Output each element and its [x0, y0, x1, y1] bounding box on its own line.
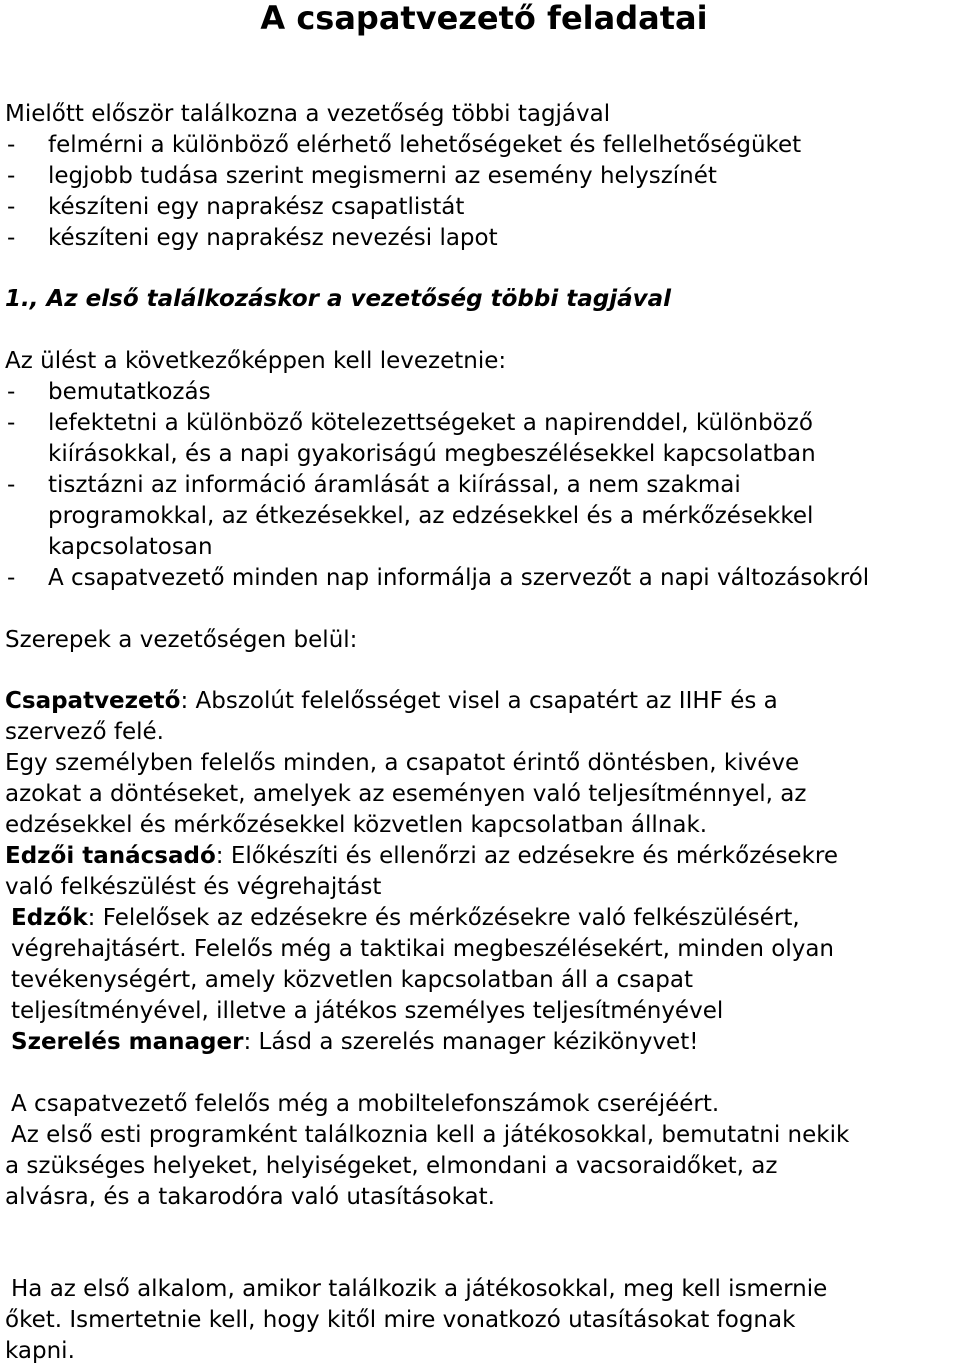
roles-heading: Szerepek a vezetőségen belül:: [5, 627, 358, 653]
list-item: [5, 408, 960, 470]
list-item-text: tisztázni az információ áramlását a kiírással, a nem szakmai: [48, 472, 741, 498]
list-item: [5, 192, 960, 223]
list-dash: -: [7, 565, 16, 591]
meeting-section: [5, 346, 960, 594]
list-item-text: lefektetni a különböző kötelezettségeket a napirenddel, különböző: [48, 410, 813, 436]
intro-section: [5, 99, 960, 254]
closing-paragraph: [5, 1274, 960, 1367]
role-text: való felkészülést és végrehajtást: [5, 874, 382, 900]
list-item: [5, 470, 960, 563]
coaches-section: [11, 903, 960, 1058]
list-item-text: kiírásokkal, és a napi gyakoriságú megbeszélésekkel kapcsolatban: [48, 441, 816, 467]
role-label: Edzők: [11, 905, 88, 931]
paragraph-line: Ha az első alkalom, amikor találkozik a játékosokkal, meg kell ismernie: [11, 1276, 828, 1302]
list-item-text: bemutatkozás: [48, 379, 211, 405]
role-team-leader: [5, 686, 960, 717]
role-equipment: [11, 1027, 960, 1058]
list-item: [5, 377, 960, 408]
mobile-line: A csapatvezető felelős még a mobiltelefonszámok cseréjéért.: [11, 1091, 720, 1117]
list-dash: -: [7, 410, 16, 436]
list-item-text: felmérni a különböző elérhető lehetőségeket és fellelhetőségüket: [48, 132, 802, 158]
roles-section: [5, 686, 960, 903]
paragraph-line: kapni.: [5, 1338, 75, 1364]
list-item-text: kapcsolatosan: [48, 534, 213, 560]
role-text: tevékenységért, amely közvetlen kapcsolatban áll a csapat: [11, 967, 693, 993]
page-title: A csapatvezető feladatai: [260, 0, 708, 37]
role-coaches: [11, 903, 960, 934]
meeting-lead: Az ülést a következőképpen kell levezetnie:: [5, 348, 507, 374]
paragraph-line: őket. Ismertetnie kell, hogy kitől mire vonatkozó utasításokat fognak: [5, 1307, 796, 1333]
list-item: [5, 130, 960, 161]
list-item-text: készíteni egy naprakész nevezési lapot: [48, 225, 498, 251]
role-text: : Abszolút felelősséget visel a csapatért az IIHF és a: [180, 688, 778, 714]
list-item-text: készíteni egy naprakész csapatlistát: [48, 194, 465, 220]
list-item: [5, 161, 960, 192]
list-item-text: A csapatvezető minden nap informálja a szervezőt a napi változásokról: [48, 565, 870, 591]
list-dash: -: [7, 472, 16, 498]
role-text: : Előkészíti és ellenőrzi az edzésekre és mérkőzésekre: [215, 843, 838, 869]
role-text: Egy személyben felelős minden, a csapatot érintő döntésben, kivéve: [5, 750, 800, 776]
role-advisor: [5, 841, 960, 872]
paragraph-line: alvásra, és a takarodóra való utasításokat.: [5, 1184, 495, 1210]
role-text: : Lásd a szerelés manager kézikönyvet!: [243, 1029, 699, 1055]
role-label: Szerelés manager: [11, 1029, 244, 1055]
intro-lead: Mielőtt először találkozna a vezetőség többi tagjával: [5, 101, 611, 127]
paragraph-line: a szükséges helyeket, helyiségeket, elmondani a vacsoraidőket, az: [5, 1153, 778, 1179]
role-label: Edzői tanácsadó: [5, 843, 216, 869]
list-dash: -: [7, 194, 16, 220]
evening-paragraph: [5, 1120, 960, 1213]
role-label: Csapatvezető: [5, 688, 181, 714]
list-dash: -: [7, 379, 16, 405]
list-dash: -: [7, 132, 16, 158]
list-item-text: legjobb tudása szerint megismerni az esemény helyszínét: [48, 163, 717, 189]
section-heading: 1., Az első találkozáskor a vezetőség többi tagjával: [5, 286, 672, 312]
role-text: szervező felé.: [5, 719, 164, 745]
role-text: edzésekkel és mérkőzésekkel közvetlen kapcsolatban állnak.: [5, 812, 708, 838]
list-item-text: programokkal, az étkezésekkel, az edzésekkel és a mérkőzésekkel: [48, 503, 814, 529]
list-item: [5, 223, 960, 254]
role-text: azokat a döntéseket, amelyek az eseményen való teljesítménnyel, az: [5, 781, 807, 807]
role-text: : Felelősek az edzésekre és mérkőzésekre való felkészülésért,: [87, 905, 800, 931]
list-dash: -: [7, 225, 16, 251]
list-item: [5, 563, 960, 594]
role-text: végrehajtásért. Felelős még a taktikai megbeszélésekért, minden olyan: [11, 936, 834, 962]
list-dash: -: [7, 163, 16, 189]
role-text: teljesítményével, illetve a játékos személyes teljesítményével: [11, 998, 724, 1024]
paragraph-line: Az első esti programként találkoznia kell a játékosokkal, bemutatni nekik: [11, 1122, 850, 1148]
